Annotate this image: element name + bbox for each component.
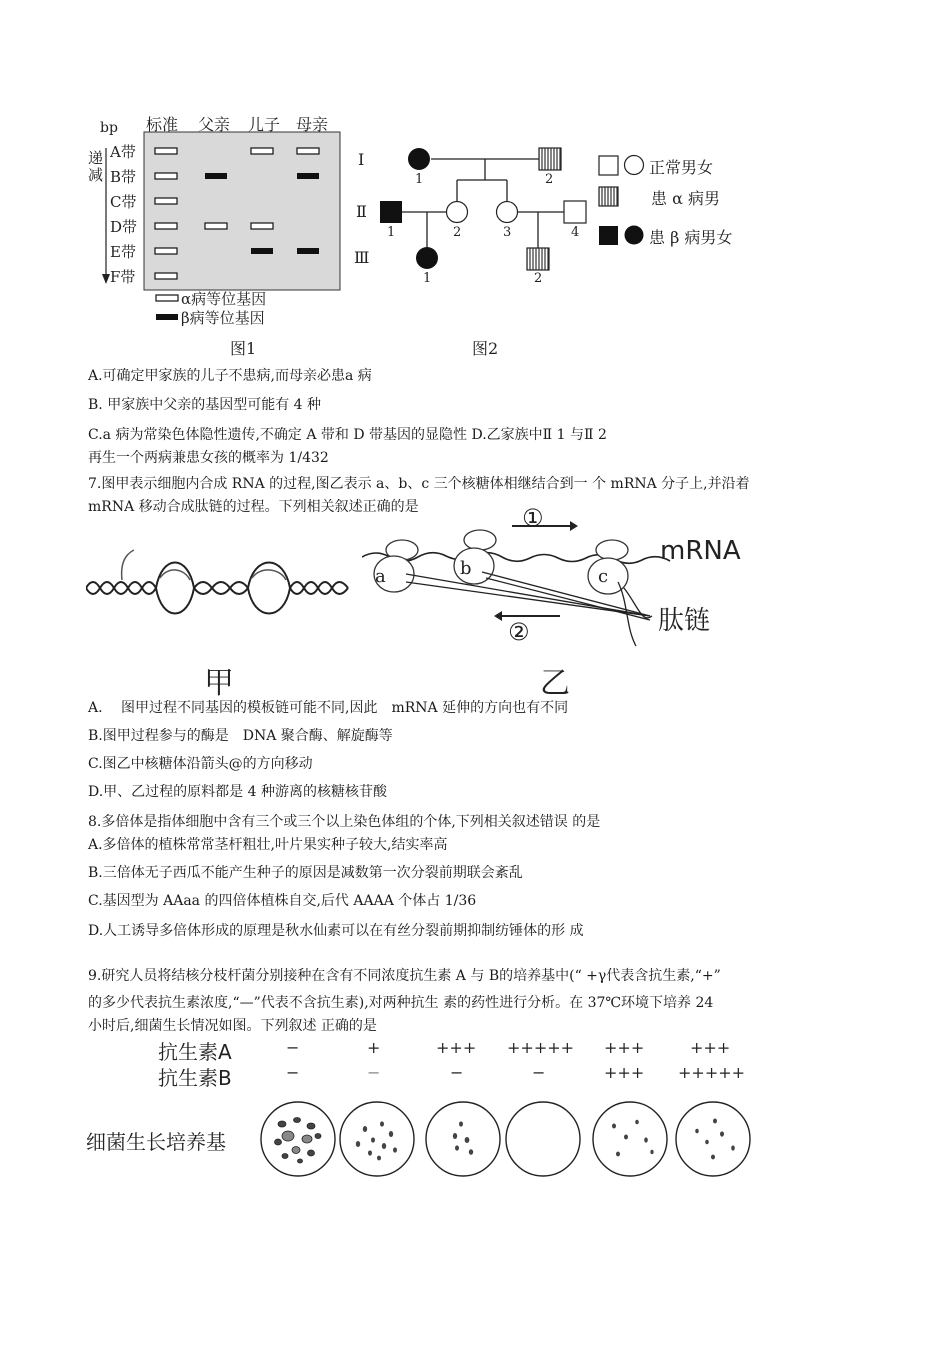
q7-option-c: C.图乙中核糖体沿箭头@的方向移动 bbox=[88, 756, 313, 772]
mrna-label: mRNA bbox=[660, 536, 741, 566]
band-label-d: D带 bbox=[110, 218, 138, 236]
culture-plates-svg bbox=[86, 1036, 776, 1182]
plate-6 bbox=[676, 1102, 750, 1176]
column-label-standard: 标准 bbox=[146, 115, 179, 134]
generation-label-II: Ⅱ bbox=[356, 202, 367, 221]
band-standard-2 bbox=[155, 198, 177, 204]
legend-beta-label: 患 β 病男女 bbox=[649, 228, 733, 247]
band-standard-4 bbox=[155, 248, 177, 254]
q9-stem-line-1: 9.研究人员将结核分枝杆菌分别接种在含有不同浓度抗生素 A 与 B的培养基中(“ +γ代表含抗生素,“+” bbox=[88, 968, 721, 984]
row-label-culture-medium: 细菌生长培养基 bbox=[86, 1130, 226, 1154]
antibiotic-a-level-6: +++ bbox=[690, 1038, 731, 1057]
q8-option-a: A.多倍体的植株常常茎杆粗壮,叶片果实种子较大,结实率高 bbox=[88, 837, 448, 853]
plate-4-empty bbox=[506, 1102, 580, 1176]
band-standard-0 bbox=[155, 148, 177, 154]
q7-stem-line-2: mRNA 移动合成肽链的过程。下列相关叙述正确的是 bbox=[88, 499, 419, 515]
number-II-3: 3 bbox=[503, 225, 512, 240]
column-label-son: 儿子 bbox=[248, 115, 281, 134]
figure-jia-svg bbox=[86, 532, 354, 662]
legend-beta-swatch bbox=[156, 314, 178, 320]
number-III-2: 2 bbox=[534, 271, 543, 286]
antibiotic-a-level-3: +++ bbox=[436, 1038, 477, 1057]
plate-3 bbox=[426, 1102, 500, 1176]
column-label-mother: 母亲 bbox=[296, 115, 329, 134]
number-I-2: 2 bbox=[545, 172, 554, 187]
gel-panel bbox=[144, 132, 340, 290]
antibiotic-b-level-1: − bbox=[286, 1063, 300, 1082]
number-III-1: 1 bbox=[423, 271, 432, 286]
number-II-2: 2 bbox=[453, 225, 462, 240]
II-3-normal-female bbox=[497, 202, 518, 223]
figure-1-caption: 图1 bbox=[230, 339, 257, 358]
band-label-a: A带 bbox=[110, 143, 136, 161]
q7-option-d: D.甲、乙过程的原料都是 4 种游离的核糖核苷酸 bbox=[88, 784, 387, 800]
legend-beta-label: β病等位基因 bbox=[181, 309, 265, 327]
q6-option-c-d: C.a 病为常染色体隐性遗传,不确定 A 带和 D 带基因的显隐性 D.乙家族中Ⅱ 1 与Ⅱ 2 bbox=[88, 427, 607, 443]
q8-option-d: D.人工诱导多倍体形成的原理是秋水仙素可以在有丝分裂前期抑制纺锤体的形 成 bbox=[88, 923, 584, 939]
generation-label-I: Ⅰ bbox=[358, 150, 365, 169]
row-label-antibiotic-a: 抗生素A bbox=[158, 1040, 232, 1064]
band-label-b: B带 bbox=[110, 168, 137, 186]
q8-option-c: C.基因型为 AAaa 的四倍体植株自交,后代 AAAA 个体占 1/36 bbox=[88, 893, 477, 909]
figure-yi-translation bbox=[362, 504, 760, 701]
II-4-normal-male bbox=[564, 201, 586, 223]
figure-yi-label: 乙 bbox=[540, 666, 570, 701]
plate-1 bbox=[261, 1102, 335, 1176]
plate-2 bbox=[340, 1102, 414, 1176]
band-mother-4 bbox=[297, 248, 319, 254]
q9-stem-line-2: 的多少代表抗生素浓度,“—”代表不含抗生素),对两种抗生 素的药性进行分析。在 37℃环境下培养 24 bbox=[88, 995, 714, 1011]
band-label-f: F带 bbox=[110, 268, 136, 286]
ribosome-a-label: a bbox=[375, 566, 386, 587]
q7-option-a: A. 图甲过程不同基因的模板链可能不同,因此 mRNA 延伸的方向也有不同 bbox=[88, 700, 569, 716]
figure-q9-culture bbox=[86, 1036, 776, 1182]
decrease-arrow-head bbox=[102, 274, 110, 284]
row-label-antibiotic-b: 抗生素B bbox=[158, 1066, 232, 1090]
q7-stem-line-1: 7.图甲表示细胞内合成 RNA 的过程,图乙表示 a、b、c 三个核糖体相继结合到一 个 mRNA 分子上,并沿着 bbox=[88, 476, 750, 492]
band-label-c: C带 bbox=[110, 193, 137, 211]
band-label-e: E带 bbox=[110, 243, 136, 261]
ribosome-b-label: b bbox=[460, 558, 472, 579]
legend-beta-female-icon bbox=[625, 226, 644, 245]
band-son-3 bbox=[251, 223, 273, 229]
figure-2-caption: 图2 bbox=[472, 339, 499, 358]
q7-option-b: B.图甲过程参与的酶是 DNA 聚合酶、解旋酶等 bbox=[88, 728, 393, 744]
II-2-normal-female bbox=[447, 202, 468, 223]
q8-option-b: B.三倍体无子西瓜不能产生种子的原因是减数第一次分裂前期联会紊乱 bbox=[88, 865, 523, 881]
antibiotic-b-level-2: − bbox=[367, 1063, 381, 1082]
number-II-4: 4 bbox=[571, 225, 580, 240]
figure-2-pedigree bbox=[352, 140, 772, 358]
bp-label: bp bbox=[100, 120, 118, 136]
band-standard-1 bbox=[155, 173, 177, 179]
ribosome-c-label: c bbox=[598, 566, 609, 587]
antibiotic-a-level-5: +++ bbox=[604, 1038, 645, 1057]
antibiotic-b-level-6: +++++ bbox=[678, 1063, 746, 1082]
arrow-1-label: ① bbox=[522, 504, 544, 532]
antibiotic-a-level-4: +++++ bbox=[507, 1038, 575, 1057]
legend-normal-male-icon bbox=[599, 156, 618, 175]
band-son-0 bbox=[251, 148, 273, 154]
band-mother-1 bbox=[297, 173, 319, 179]
q6-option-a: A.可确定甲家族的儿子不患病,而母亲必患a 病 bbox=[88, 368, 372, 384]
number-II-1: 1 bbox=[387, 225, 396, 240]
q9-stem-line-3: 小时后,细菌生长情况如图。下列叙述 正确的是 bbox=[88, 1018, 377, 1034]
figure-1-electrophoresis bbox=[80, 108, 350, 358]
legend-alpha-swatch bbox=[156, 295, 178, 301]
arrow-2-label: ② bbox=[508, 618, 530, 646]
antibiotic-a-level-2: + bbox=[367, 1038, 381, 1057]
q6-option-d-continued: 再生一个两病兼患女孩的概率为 1/432 bbox=[88, 450, 329, 466]
q6-option-b: B. 甲家族中父亲的基因型可能有 4 种 bbox=[88, 397, 321, 413]
figure-jia-label: 甲 bbox=[204, 666, 234, 701]
q8-stem: 8.多倍体是指体细胞中含有三个或三个以上染色体组的个体,下列相关叙述错误 的是 bbox=[88, 814, 601, 830]
column-label-father: 父亲 bbox=[198, 115, 231, 134]
direction-label: 递减 bbox=[86, 150, 104, 184]
antibiotic-b-level-5: +++ bbox=[604, 1063, 645, 1082]
legend-alpha-label: α病等位基因 bbox=[181, 290, 267, 308]
antibiotic-b-level-4: − bbox=[532, 1063, 546, 1082]
plate-5 bbox=[593, 1102, 667, 1176]
I-1-affected-beta-female bbox=[408, 148, 430, 170]
III-2-affected-alpha-male bbox=[527, 248, 549, 270]
antibiotic-a-level-1: − bbox=[286, 1038, 300, 1057]
I-2-affected-alpha-male bbox=[539, 148, 561, 170]
band-mother-0 bbox=[297, 148, 319, 154]
legend-alpha-male-icon bbox=[599, 187, 618, 206]
generation-label-III: Ⅲ bbox=[354, 248, 370, 267]
peptide-label: 肽链 bbox=[658, 606, 711, 636]
band-father-3 bbox=[205, 223, 227, 229]
figure-jia-transcription bbox=[86, 532, 354, 701]
band-standard-5 bbox=[155, 273, 177, 279]
III-1-affected-beta-female bbox=[416, 247, 438, 269]
band-father-1 bbox=[205, 173, 227, 179]
legend-normal-female-icon bbox=[625, 156, 644, 175]
legend-normal-label: 正常男女 bbox=[649, 158, 714, 177]
legend-alpha-label: 患 α 病男 bbox=[651, 189, 720, 208]
band-son-4 bbox=[251, 248, 273, 254]
II-1-affected-beta-male bbox=[380, 201, 402, 223]
band-standard-3 bbox=[155, 223, 177, 229]
antibiotic-b-level-3: − bbox=[450, 1063, 464, 1082]
legend-beta-male-icon bbox=[599, 226, 618, 245]
number-I-1: 1 bbox=[415, 172, 424, 187]
